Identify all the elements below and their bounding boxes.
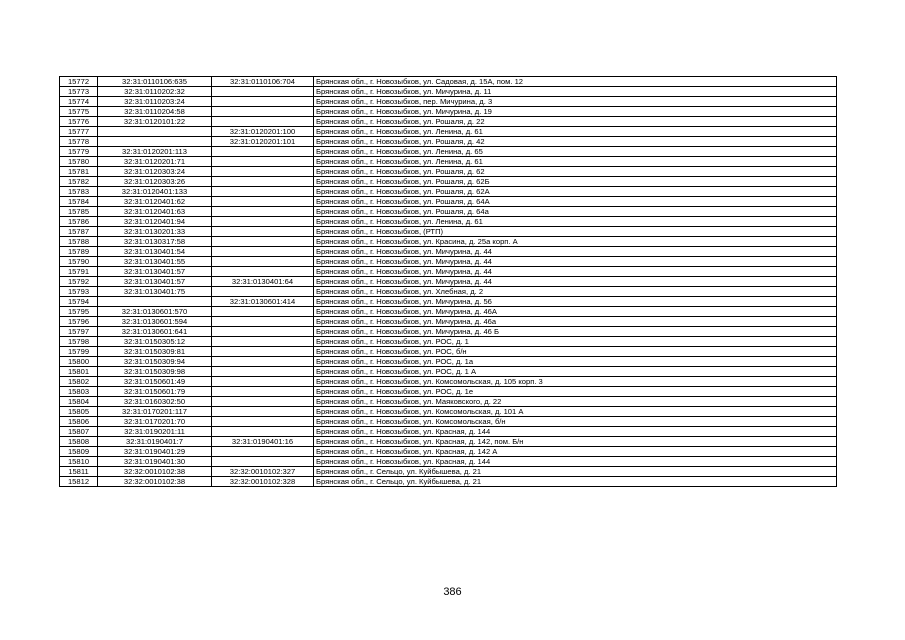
row-number-cell: 15776 (60, 117, 98, 127)
property-register-table (59, 76, 837, 487)
linked-cadastral-number-cell (212, 197, 314, 207)
table-row (60, 167, 837, 177)
table-row (60, 367, 837, 377)
address-cell: Брянская обл., г. Новозыбков, ул. Маяковского, д. 22 (314, 397, 837, 407)
row-number-cell: 15808 (60, 437, 98, 447)
address-cell: Брянская обл., г. Новозыбков, ул. Мичурина, д. 46а (314, 317, 837, 327)
row-number-cell: 15773 (60, 87, 98, 97)
linked-cadastral-number-cell (212, 167, 314, 177)
cadastral-number-cell: 32:31:0120401:62 (98, 197, 212, 207)
address-cell: Брянская обл., г. Новозыбков, ул. Комсомольская, б/н (314, 417, 837, 427)
linked-cadastral-number-cell (212, 247, 314, 257)
address-cell: Брянская обл., г. Новозыбков, пер. Мичурина, д. 3 (314, 97, 837, 107)
cadastral-number-cell: 32:31:0190401:30 (98, 457, 212, 467)
address-cell: Брянская обл., г. Новозыбков, ул. Ленина, д. 61 (314, 127, 837, 137)
linked-cadastral-number-cell (212, 307, 314, 317)
cadastral-number-cell: 32:31:0170201:117 (98, 407, 212, 417)
linked-cadastral-number-cell (212, 397, 314, 407)
row-number-cell: 15792 (60, 277, 98, 287)
row-number-cell: 15788 (60, 237, 98, 247)
address-cell: Брянская обл., г. Новозыбков, ул. Рошаля, д. 62Б (314, 177, 837, 187)
linked-cadastral-number-cell (212, 217, 314, 227)
cadastral-number-cell: 32:31:0170201:70 (98, 417, 212, 427)
linked-cadastral-number-cell (212, 87, 314, 97)
linked-cadastral-number-cell (212, 157, 314, 167)
table-row (60, 277, 837, 287)
cadastral-number-cell: 32:31:0130401:75 (98, 287, 212, 297)
cadastral-number-cell: 32:31:0110106:635 (98, 77, 212, 87)
address-cell: Брянская обл., г. Новозыбков, ул. Мичурина, д. 44 (314, 247, 837, 257)
linked-cadastral-number-cell: 32:31:0190401:16 (212, 437, 314, 447)
linked-cadastral-number-cell (212, 187, 314, 197)
table-row (60, 147, 837, 157)
linked-cadastral-number-cell (212, 447, 314, 457)
linked-cadastral-number-cell: 32:31:0110106:704 (212, 77, 314, 87)
row-number-cell: 15775 (60, 107, 98, 117)
row-number-cell: 15791 (60, 267, 98, 277)
cadastral-number-cell: 32:31:0120303:26 (98, 177, 212, 187)
cadastral-number-cell: 32:31:0130601:641 (98, 327, 212, 337)
row-number-cell: 15812 (60, 477, 98, 487)
address-cell: Брянская обл., г. Новозыбков, ул. Красная, д. 142 А (314, 447, 837, 457)
address-cell: Брянская обл., г. Новозыбков, ул. Мичурина, д. 44 (314, 257, 837, 267)
row-number-cell: 15800 (60, 357, 98, 367)
table-row (60, 87, 837, 97)
cadastral-number-cell (98, 297, 212, 307)
linked-cadastral-number-cell (212, 337, 314, 347)
table-row (60, 237, 837, 247)
table-row (60, 377, 837, 387)
table-row (60, 247, 837, 257)
row-number-cell: 15780 (60, 157, 98, 167)
linked-cadastral-number-cell (212, 457, 314, 467)
table-row (60, 417, 837, 427)
table-row (60, 227, 837, 237)
address-cell: Брянская обл., г. Новозыбков, ул. Красина, д. 25а корп. А (314, 237, 837, 247)
address-cell: Брянская обл., г. Новозыбков, ул. Ленина, д. 65 (314, 147, 837, 157)
cadastral-number-cell: 32:32:0010102:38 (98, 477, 212, 487)
cadastral-number-cell: 32:31:0130401:54 (98, 247, 212, 257)
linked-cadastral-number-cell (212, 377, 314, 387)
row-number-cell: 15781 (60, 167, 98, 177)
row-number-cell: 15774 (60, 97, 98, 107)
row-number-cell: 15778 (60, 137, 98, 147)
table-row (60, 397, 837, 407)
address-cell: Брянская обл., г. Новозыбков, ул. Мичурина, д. 46 Б (314, 327, 837, 337)
address-cell: Брянская обл., г. Новозыбков, ул. Красная, д. 144 (314, 457, 837, 467)
linked-cadastral-number-cell (212, 317, 314, 327)
address-cell: Брянская обл., г. Новозыбков, ул. Мичурина, д. 56 (314, 297, 837, 307)
address-cell: Брянская обл., г. Новозыбков, ул. Хлебная, д. 2 (314, 287, 837, 297)
linked-cadastral-number-cell (212, 407, 314, 417)
linked-cadastral-number-cell (212, 367, 314, 377)
cadastral-number-cell: 32:31:0130601:570 (98, 307, 212, 317)
table-row (60, 317, 837, 327)
cadastral-number-cell: 32:31:0150309:94 (98, 357, 212, 367)
row-number-cell: 15782 (60, 177, 98, 187)
row-number-cell: 15798 (60, 337, 98, 347)
table-row (60, 357, 837, 367)
address-cell: Брянская обл., г. Новозыбков, ул. РОС, д. 1 А (314, 367, 837, 377)
cadastral-number-cell: 32:31:0110203:24 (98, 97, 212, 107)
table-row (60, 267, 837, 277)
address-cell: Брянская обл., г. Новозыбков, ул. Садовая, д. 15А, пом. 12 (314, 77, 837, 87)
table-row (60, 97, 837, 107)
table-row (60, 387, 837, 397)
table-row (60, 187, 837, 197)
linked-cadastral-number-cell: 32:31:0120201:101 (212, 137, 314, 147)
cadastral-number-cell: 32:31:0120201:71 (98, 157, 212, 167)
table-row (60, 477, 837, 487)
linked-cadastral-number-cell (212, 327, 314, 337)
page-number: 386 (443, 586, 462, 598)
table-row (60, 327, 837, 337)
cadastral-number-cell: 32:31:0110204:58 (98, 107, 212, 117)
address-cell: Брянская обл., г. Новозыбков, ул. Ленина, д. 61 (314, 157, 837, 167)
cadastral-number-cell: 32:32:0010102:38 (98, 467, 212, 477)
address-cell: Брянская обл., г. Новозыбков, ул. Красная, д. 144 (314, 427, 837, 437)
linked-cadastral-number-cell (212, 267, 314, 277)
row-number-cell: 15811 (60, 467, 98, 477)
table-row (60, 197, 837, 207)
table-row (60, 287, 837, 297)
address-cell: Брянская обл., г. Новозыбков, (РТП) (314, 227, 837, 237)
cadastral-number-cell: 32:31:0130401:55 (98, 257, 212, 267)
row-number-cell: 15806 (60, 417, 98, 427)
row-number-cell: 15805 (60, 407, 98, 417)
table-body (60, 77, 837, 487)
row-number-cell: 15784 (60, 197, 98, 207)
address-cell: Брянская обл., г. Сельцо, ул. Куйбышева, д. 21 (314, 467, 837, 477)
cadastral-number-cell: 32:31:0150309:98 (98, 367, 212, 377)
address-cell: Брянская обл., г. Новозыбков, ул. Мичурина, д. 46А (314, 307, 837, 317)
cadastral-number-cell: 32:31:0120401:63 (98, 207, 212, 217)
row-number-cell: 15779 (60, 147, 98, 157)
table-row (60, 427, 837, 437)
address-cell: Брянская обл., г. Сельцо, ул. Куйбышева, д. 21 (314, 477, 837, 487)
linked-cadastral-number-cell (212, 417, 314, 427)
address-cell: Брянская обл., г. Новозыбков, ул. Красная, д. 142, пом. Б/н (314, 437, 837, 447)
linked-cadastral-number-cell (212, 177, 314, 187)
table-row (60, 117, 837, 127)
address-cell: Брянская обл., г. Новозыбков, ул. Мичурина, д. 44 (314, 277, 837, 287)
address-cell: Брянская обл., г. Новозыбков, ул. Мичурина, д. 44 (314, 267, 837, 277)
table-row (60, 127, 837, 137)
linked-cadastral-number-cell (212, 357, 314, 367)
cadastral-number-cell: 32:31:0190401:7 (98, 437, 212, 447)
address-cell: Брянская обл., г. Новозыбков, ул. Мичурина, д. 19 (314, 107, 837, 117)
cadastral-number-cell: 32:31:0150601:49 (98, 377, 212, 387)
cadastral-number-cell: 32:31:0130401:57 (98, 277, 212, 287)
linked-cadastral-number-cell (212, 287, 314, 297)
cadastral-number-cell (98, 127, 212, 137)
linked-cadastral-number-cell: 32:31:0130601:414 (212, 297, 314, 307)
table-row (60, 257, 837, 267)
cadastral-number-cell: 32:31:0110202:32 (98, 87, 212, 97)
cadastral-number-cell: 32:31:0150601:79 (98, 387, 212, 397)
table-row (60, 137, 837, 147)
table-row (60, 157, 837, 167)
address-cell: Брянская обл., г. Новозыбков, ул. РОС, б/н (314, 347, 837, 357)
linked-cadastral-number-cell: 32:32:0010102:327 (212, 467, 314, 477)
linked-cadastral-number-cell (212, 147, 314, 157)
row-number-cell: 15801 (60, 367, 98, 377)
table-row (60, 457, 837, 467)
table-row (60, 337, 837, 347)
cadastral-number-cell: 32:31:0130401:57 (98, 267, 212, 277)
row-number-cell: 15803 (60, 387, 98, 397)
row-number-cell: 15795 (60, 307, 98, 317)
table-row (60, 347, 837, 357)
table-row (60, 77, 837, 87)
address-cell: Брянская обл., г. Новозыбков, ул. Рошаля, д. 62 (314, 167, 837, 177)
table-row (60, 307, 837, 317)
linked-cadastral-number-cell (212, 107, 314, 117)
cadastral-number-cell: 32:31:0150305:12 (98, 337, 212, 347)
cadastral-number-cell: 32:31:0150309:81 (98, 347, 212, 357)
table-row (60, 207, 837, 217)
row-number-cell: 15797 (60, 327, 98, 337)
row-number-cell: 15777 (60, 127, 98, 137)
address-cell: Брянская обл., г. Новозыбков, ул. РОС, д. 1а (314, 357, 837, 367)
row-number-cell: 15796 (60, 317, 98, 327)
address-cell: Брянская обл., г. Новозыбков, ул. Рошаля, д. 42 (314, 137, 837, 147)
table-row (60, 437, 837, 447)
row-number-cell: 15807 (60, 427, 98, 437)
address-cell: Брянская обл., г. Новозыбков, ул. Комсомольская, д. 105 корп. 3 (314, 377, 837, 387)
cadastral-number-cell: 32:31:0120101:22 (98, 117, 212, 127)
address-cell: Брянская обл., г. Новозыбков, ул. Рошаля, д. 64А (314, 197, 837, 207)
address-cell: Брянская обл., г. Новозыбков, ул. Рошаля, д. 64а (314, 207, 837, 217)
row-number-cell: 15790 (60, 257, 98, 267)
linked-cadastral-number-cell (212, 117, 314, 127)
address-cell: Брянская обл., г. Новозыбков, ул. Ленина, д. 61 (314, 217, 837, 227)
table-row (60, 107, 837, 117)
row-number-cell: 15799 (60, 347, 98, 357)
cadastral-number-cell: 32:31:0190401:29 (98, 447, 212, 457)
row-number-cell: 15793 (60, 287, 98, 297)
linked-cadastral-number-cell (212, 257, 314, 267)
cadastral-number-cell: 32:31:0120401:133 (98, 187, 212, 197)
address-cell: Брянская обл., г. Новозыбков, ул. РОС, д. 1 (314, 337, 837, 347)
row-number-cell: 15772 (60, 77, 98, 87)
address-cell: Брянская обл., г. Новозыбков, ул. Комсомольская, д. 101 А (314, 407, 837, 417)
linked-cadastral-number-cell (212, 97, 314, 107)
row-number-cell: 15786 (60, 217, 98, 227)
linked-cadastral-number-cell (212, 237, 314, 247)
linked-cadastral-number-cell (212, 347, 314, 357)
row-number-cell: 15794 (60, 297, 98, 307)
row-number-cell: 15787 (60, 227, 98, 237)
table-row (60, 467, 837, 477)
table-row (60, 297, 837, 307)
cadastral-number-cell: 32:31:0120201:113 (98, 147, 212, 157)
cadastral-number-cell: 32:31:0130317:58 (98, 237, 212, 247)
linked-cadastral-number-cell: 32:31:0120201:100 (212, 127, 314, 137)
table-row (60, 217, 837, 227)
row-number-cell: 15810 (60, 457, 98, 467)
linked-cadastral-number-cell (212, 387, 314, 397)
cadastral-number-cell: 32:31:0160302:50 (98, 397, 212, 407)
table-row (60, 407, 837, 417)
linked-cadastral-number-cell (212, 227, 314, 237)
row-number-cell: 15802 (60, 377, 98, 387)
linked-cadastral-number-cell (212, 427, 314, 437)
cadastral-number-cell: 32:31:0120303:24 (98, 167, 212, 177)
row-number-cell: 15809 (60, 447, 98, 457)
address-cell: Брянская обл., г. Новозыбков, ул. Мичурина, д. 11 (314, 87, 837, 97)
cadastral-number-cell: 32:31:0120401:94 (98, 217, 212, 227)
row-number-cell: 15789 (60, 247, 98, 257)
linked-cadastral-number-cell: 32:32:0010102:328 (212, 477, 314, 487)
linked-cadastral-number-cell: 32:31:0130401:64 (212, 277, 314, 287)
cadastral-number-cell (98, 137, 212, 147)
cadastral-number-cell: 32:31:0190201:11 (98, 427, 212, 437)
table-row (60, 177, 837, 187)
cadastral-number-cell: 32:31:0130601:594 (98, 317, 212, 327)
table-row (60, 447, 837, 457)
linked-cadastral-number-cell (212, 207, 314, 217)
cadastral-number-cell: 32:31:0130201:33 (98, 227, 212, 237)
row-number-cell: 15785 (60, 207, 98, 217)
address-cell: Брянская обл., г. Новозыбков, ул. Рошаля, д. 22 (314, 117, 837, 127)
address-cell: Брянская обл., г. Новозыбков, ул. Рошаля, д. 62А (314, 187, 837, 197)
row-number-cell: 15804 (60, 397, 98, 407)
row-number-cell: 15783 (60, 187, 98, 197)
address-cell: Брянская обл., г. Новозыбков, ул. РОС, д. 1е (314, 387, 837, 397)
